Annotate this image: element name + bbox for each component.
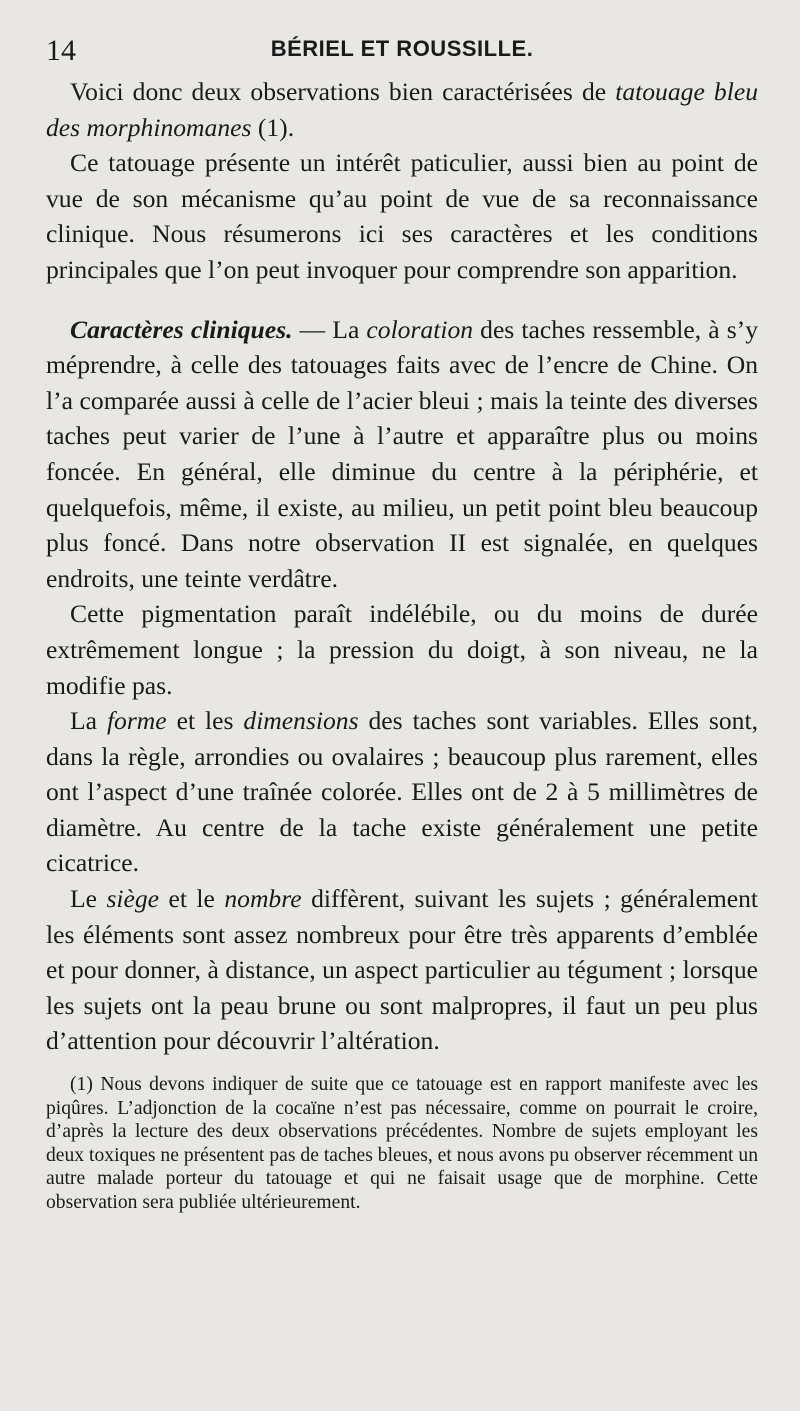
emphasis: coloration <box>366 314 474 344</box>
paragraph-pigmentation: Cette pigmentation paraît indélébile, ou du moins de durée extrêmement longue ; la pression du doigt, à son niveau, ne la modifie pas. <box>46 599 758 700</box>
emphasis: dimensions <box>243 706 359 736</box>
footnote-ref: (1). <box>251 112 295 142</box>
paragraph-caracteres <box>46 312 758 597</box>
text-run: et le <box>159 884 225 914</box>
footnote-1: (1) Nous devons indiquer de suite que ce tatouage est en rapport manifeste avec les piqûres. L’adjonction de la cocaïne n’est pas nécessaire, comme on pourrait le croire, d’après la lecture des deux observations précédentes. Nombre de sujets employant les deux toxiques ne présentent pas de taches bleues, et nous avons pu observer récemment un autre malade porteur du tatouage et qui ne faisait usage que de morphine. Cette observation sera publiée ultérieurement. <box>46 1074 758 1213</box>
text-run: des taches ressemble, à s’y méprendre, à celle des tatouages faits avec de l’encre de Chine. On l’a comparée aussi à celle de l’acier bleui ; mais la teinte des diverses taches peut varier de l’une à l’autre et apparaître plus ou moins foncée. En général, elle diminue du centre à la périphérie, et quelquefois, même, il existe, au milieu, un petit point bleu beaucoup plus foncé. Dans notre observation II est signalée, en quelques endroits, une teinte verdâtre. <box>46 314 758 593</box>
text-run: des taches sont variables. Elles sont, dans la règle, arrondies ou ovalaires ; beaucoup plus rarement, elles ont l’aspect d’une traînée colorée. Elles ont de 2 à 5 millimètres de diamètre. Au centre de la tache existe généralement une petite cicatrice. <box>46 706 758 878</box>
section-title: Caractères cliniques. <box>70 314 293 344</box>
emphasis: tatouage bleu des morphinomanes <box>46 77 758 142</box>
paragraph-intro <box>46 74 758 145</box>
text-run: La <box>70 706 107 736</box>
emphasis: siège <box>106 884 160 914</box>
footnotes <box>46 1073 758 1214</box>
running-head: BÉRIEL ET ROUSSILLE. <box>270 36 534 61</box>
text-run: Voici donc deux observations bien caractérisées de <box>70 77 616 106</box>
page-header <box>46 30 758 74</box>
text-run: et les <box>166 706 244 736</box>
page-number: 14 <box>46 34 76 67</box>
text-run: Le <box>70 884 107 914</box>
body-text <box>46 74 758 1059</box>
paragraph-tatouage: Ce tatouage présente un intérêt paticulier, aussi bien au point de vue de son mécanisme qu’au point de vue de sa reconnaissance clinique. Nous résumerons ici ses caractères et les conditions principales que l’on peut invoquer pour comprendre son apparition. <box>46 148 758 284</box>
emphasis: nombre <box>224 884 302 914</box>
text-run: diffèrent, suivant les sujets ; généralement les éléments sont assez nombreux pour être très apparents d’emblée et pour donner, à distance, un aspect particulier au tégument ; lorsque les sujets ont la peau brune ou sont malpropres, il faut un peu plus d’attention pour découvrir l’altération. <box>46 884 758 1056</box>
paragraph-forme <box>46 703 758 881</box>
emphasis: forme <box>106 706 167 736</box>
paragraph-siege <box>46 881 758 1059</box>
text-run: — La <box>292 314 367 344</box>
